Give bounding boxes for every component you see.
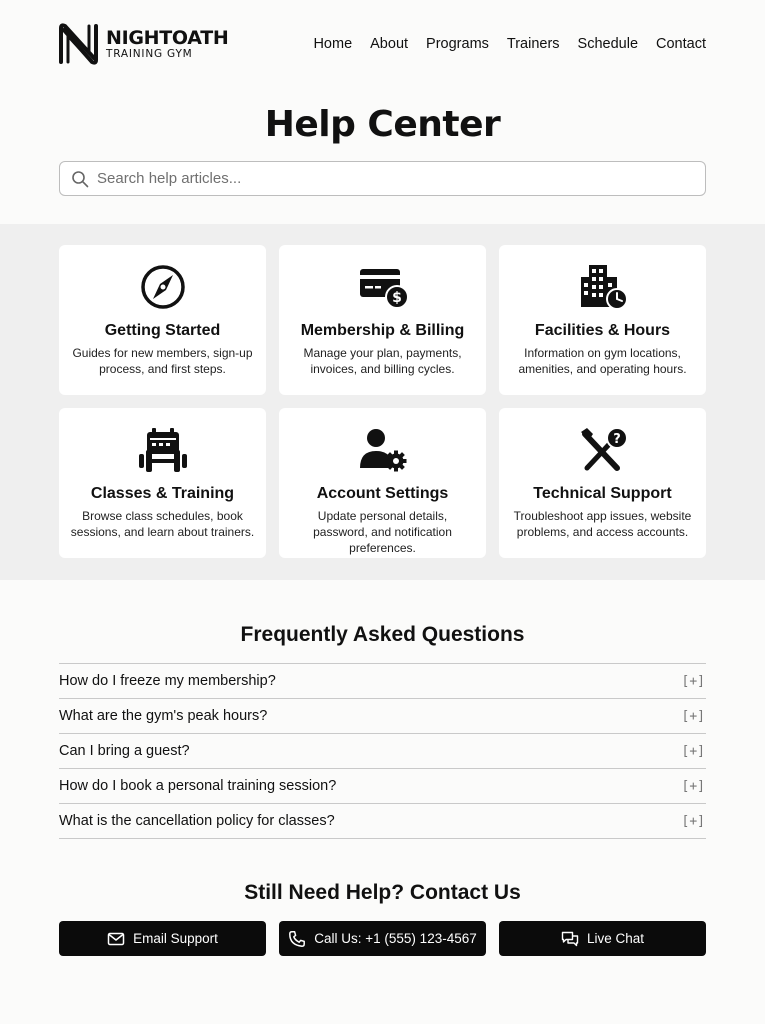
user-gear-icon (357, 426, 409, 474)
category-facilities-hours[interactable] (499, 245, 706, 395)
category-title: Classes & Training (90, 485, 235, 502)
expand-toggle[interactable]: [+] (681, 673, 705, 689)
search-icon (71, 170, 89, 188)
button-label: Email Support (133, 931, 218, 946)
category-account-settings[interactable] (279, 408, 486, 558)
expand-toggle[interactable]: [+] (681, 813, 705, 829)
nav-programs[interactable]: Programs (426, 36, 489, 52)
category-title: Facilities & Hours (534, 322, 671, 339)
category-getting-started[interactable] (59, 245, 266, 395)
faq-question: How do I book a personal training session? (59, 778, 337, 794)
category-membership-billing[interactable] (279, 245, 486, 395)
nav-schedule[interactable]: Schedule (577, 36, 639, 52)
button-label: Call Us: +1 (555) 123-4567 (314, 931, 477, 946)
nav-trainers[interactable]: Trainers (506, 36, 560, 52)
logo-mark-icon (58, 22, 100, 66)
contact-title: Still Need Help? Contact Us (244, 881, 521, 904)
tools-question-icon (577, 426, 629, 474)
faq-item[interactable] (59, 769, 706, 804)
building-clock-icon (577, 263, 629, 311)
nav-home[interactable]: Home (313, 36, 353, 52)
expand-toggle[interactable]: [+] (681, 708, 705, 724)
category-description: Update personal details, password, and notification preferences. (313, 509, 452, 555)
phone-icon (288, 930, 306, 948)
faq-list (59, 663, 706, 839)
category-description: Guides for new members, sign-up process, and first steps. (72, 346, 253, 376)
svg-text:$: $ (391, 290, 402, 306)
compass-icon (137, 263, 189, 311)
category-technical-support[interactable] (499, 408, 706, 558)
category-description: Manage your plan, payments, invoices, and billing cycles. (303, 346, 462, 376)
category-description: Browse class schedules, book sessions, and learn about trainers. (70, 509, 255, 539)
nav-about[interactable]: About (370, 36, 409, 52)
category-title: Technical Support (533, 485, 672, 502)
brand-subtitle: TRAINING GYM (106, 47, 193, 60)
category-grid (0, 224, 765, 580)
expand-toggle[interactable]: [+] (681, 778, 705, 794)
call-us-button[interactable] (279, 921, 486, 956)
faq-title: Frequently Asked Questions (240, 623, 525, 646)
expand-toggle[interactable]: [+] (681, 743, 705, 759)
faq-item[interactable] (59, 804, 706, 839)
envelope-icon (107, 930, 125, 948)
category-title: Getting Started (104, 322, 221, 339)
category-description: Troubleshoot app issues, website problems, and access accounts. (513, 509, 692, 539)
faq-item[interactable] (59, 734, 706, 769)
faq-item[interactable] (59, 664, 706, 699)
category-description: Information on gym locations, amenities, and operating hours. (518, 346, 687, 376)
category-classes-training[interactable] (59, 408, 266, 558)
credit-card-dollar-icon (357, 263, 409, 311)
main-nav (313, 36, 706, 52)
category-title: Membership & Billing (300, 322, 465, 339)
faq-item[interactable] (59, 699, 706, 734)
search-bar (59, 161, 706, 196)
live-chat-button[interactable] (499, 921, 706, 956)
button-label: Live Chat (586, 931, 645, 946)
search-input[interactable] (97, 170, 687, 187)
page-title: Help Center (264, 104, 501, 145)
faq-question: How do I freeze my membership? (59, 673, 276, 689)
site-header (0, 0, 765, 100)
faq-question: Can I bring a guest? (59, 743, 190, 759)
chat-bubbles-icon (561, 930, 579, 948)
email-support-button[interactable] (59, 921, 266, 956)
svg-text:?: ? (612, 432, 621, 447)
brand-name: NIGHTOATH (106, 26, 229, 49)
category-title: Account Settings (316, 485, 449, 502)
logo[interactable] (58, 22, 228, 66)
nav-contact[interactable]: Contact (656, 36, 706, 52)
faq-question: What are the gym's peak hours? (59, 708, 268, 724)
calendar-dumbbell-icon (137, 426, 189, 474)
faq-question: What is the cancellation policy for classes? (59, 813, 335, 829)
